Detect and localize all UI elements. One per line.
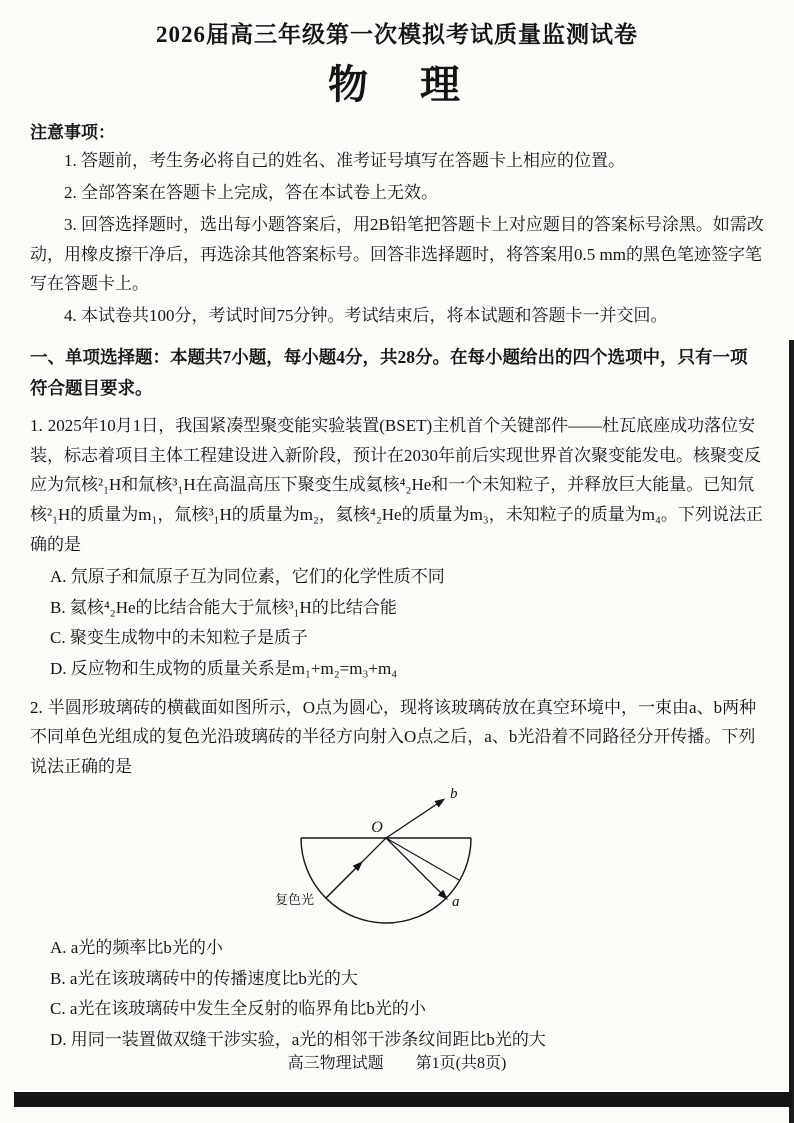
- section-heading: 一、单项选择题：本题共7小题，每小题4分，共28分。在每小题给出的四个选项中，只有一项符合题目要求。: [30, 347, 748, 398]
- question-1-number: 1.: [30, 415, 43, 435]
- notice-heading: 注意事项：: [30, 123, 115, 142]
- question-2: [30, 693, 764, 1056]
- question-2-stem: 半圆形玻璃砖的横截面如图所示，O点为圆心，现将该玻璃砖放在真空环境中，一束由a、b两种不同单色光组成的复色光沿玻璃砖的半径方向射入O点之后，a、b光沿着不同路径分开传播。下列说法正确的是: [30, 697, 757, 777]
- ray-b-label: b: [450, 788, 458, 803]
- glass-curved-face: [301, 838, 471, 923]
- center-label: O: [371, 819, 383, 837]
- question-1-option-d: D. 反应物和生成物的质量关系是m₁+m₂=m₃+m₄: [50, 658, 398, 678]
- question-1-stem: 2025年10月1日，我国紧凑型聚变能实验装置(BSET)主机首个关键部件——杜瓦底座成功落位安装，标志着项目主体工程建设进入新阶段，预计在2030年前后实现世界首次聚变能发电。核聚变反应为氘核²₁H和氚核³₁H在高温高压下聚变生成氦核⁴₂He和一个未知粒子，并释放巨大能量。已知氘核²₁H的质量为m₁，氚核³₁H的质量为m₂，氦核⁴₂He的质量为m₃，未知粒子的质量为m₄。下列说法正确的是: [30, 415, 763, 555]
- question-1: [30, 411, 764, 685]
- question-2-option-a: A. a光的频率比b光的小: [50, 938, 223, 958]
- ray-a-label: a: [452, 894, 460, 911]
- reflected-ray-a: [386, 838, 446, 898]
- question-1-option-b: B. 氦核⁴₂He的比结合能大于氚核³₁H的比结合能: [50, 597, 397, 617]
- question-1-stem-line: [30, 411, 764, 561]
- question-2-option-d: D. 用同一装置做双缝干涉实验，a光的相邻干涉条纹间距比b光的大: [50, 1030, 546, 1049]
- incident-ray-label: 复色光: [275, 892, 315, 908]
- scan-artifact-bottom-bar: [14, 1092, 792, 1107]
- question-2-option-c: C. a光在该玻璃砖中发生全反射的临界角比b光的小: [50, 999, 426, 1019]
- question-1-option-c: C. 聚变生成物中的未知粒子是质子: [50, 628, 308, 648]
- subject-title: 物 理: [328, 62, 466, 107]
- incident-ray-arrow: [326, 863, 361, 898]
- question-2-options: [30, 933, 764, 1055]
- question-2-number: 2.: [30, 697, 43, 717]
- page-footer: 高三物理试题 第1页(共8页): [287, 1055, 507, 1072]
- notice-item-1: 1. 答题前，考生务必将自己的姓名、准考证号填写在答题卡上相应的位置。: [64, 151, 625, 170]
- notice-item-2: 2. 全部答案在答题卡上完成，答在本试卷上无效。: [64, 183, 438, 203]
- semicircular-glass-diagram: [271, 788, 551, 926]
- question-1-options: [30, 562, 764, 684]
- refracted-ray-b: [386, 800, 443, 838]
- question-2-option-b: B. a光在该玻璃砖中的传播速度比b光的大: [50, 968, 358, 988]
- scan-artifact-right-edge: [789, 340, 794, 1123]
- question-2-figure: [44, 788, 778, 931]
- question-2-stem-line: [30, 693, 764, 783]
- notice-item-3: 3. 回答选择题时，选出每小题答案后，用2B铅笔把答题卡上对应题目的答案标号涂黑。如需改动，用橡皮擦干净后，再选涂其他答案标号。回答非选择题时，将答案用0.5 mm的黑色笔迹签字笔写在答题卡上。: [30, 215, 764, 293]
- notice-item-4: 4. 本试卷共100分，考试时间75分钟。考试结束后，将本试题和答题卡一并交回。: [64, 306, 668, 326]
- doc-title: 2026届高三年级第一次模拟考试质量监测试卷: [156, 22, 638, 47]
- question-1-option-a: A. 氘原子和氚原子互为同位素，它们的化学性质不同: [50, 567, 445, 587]
